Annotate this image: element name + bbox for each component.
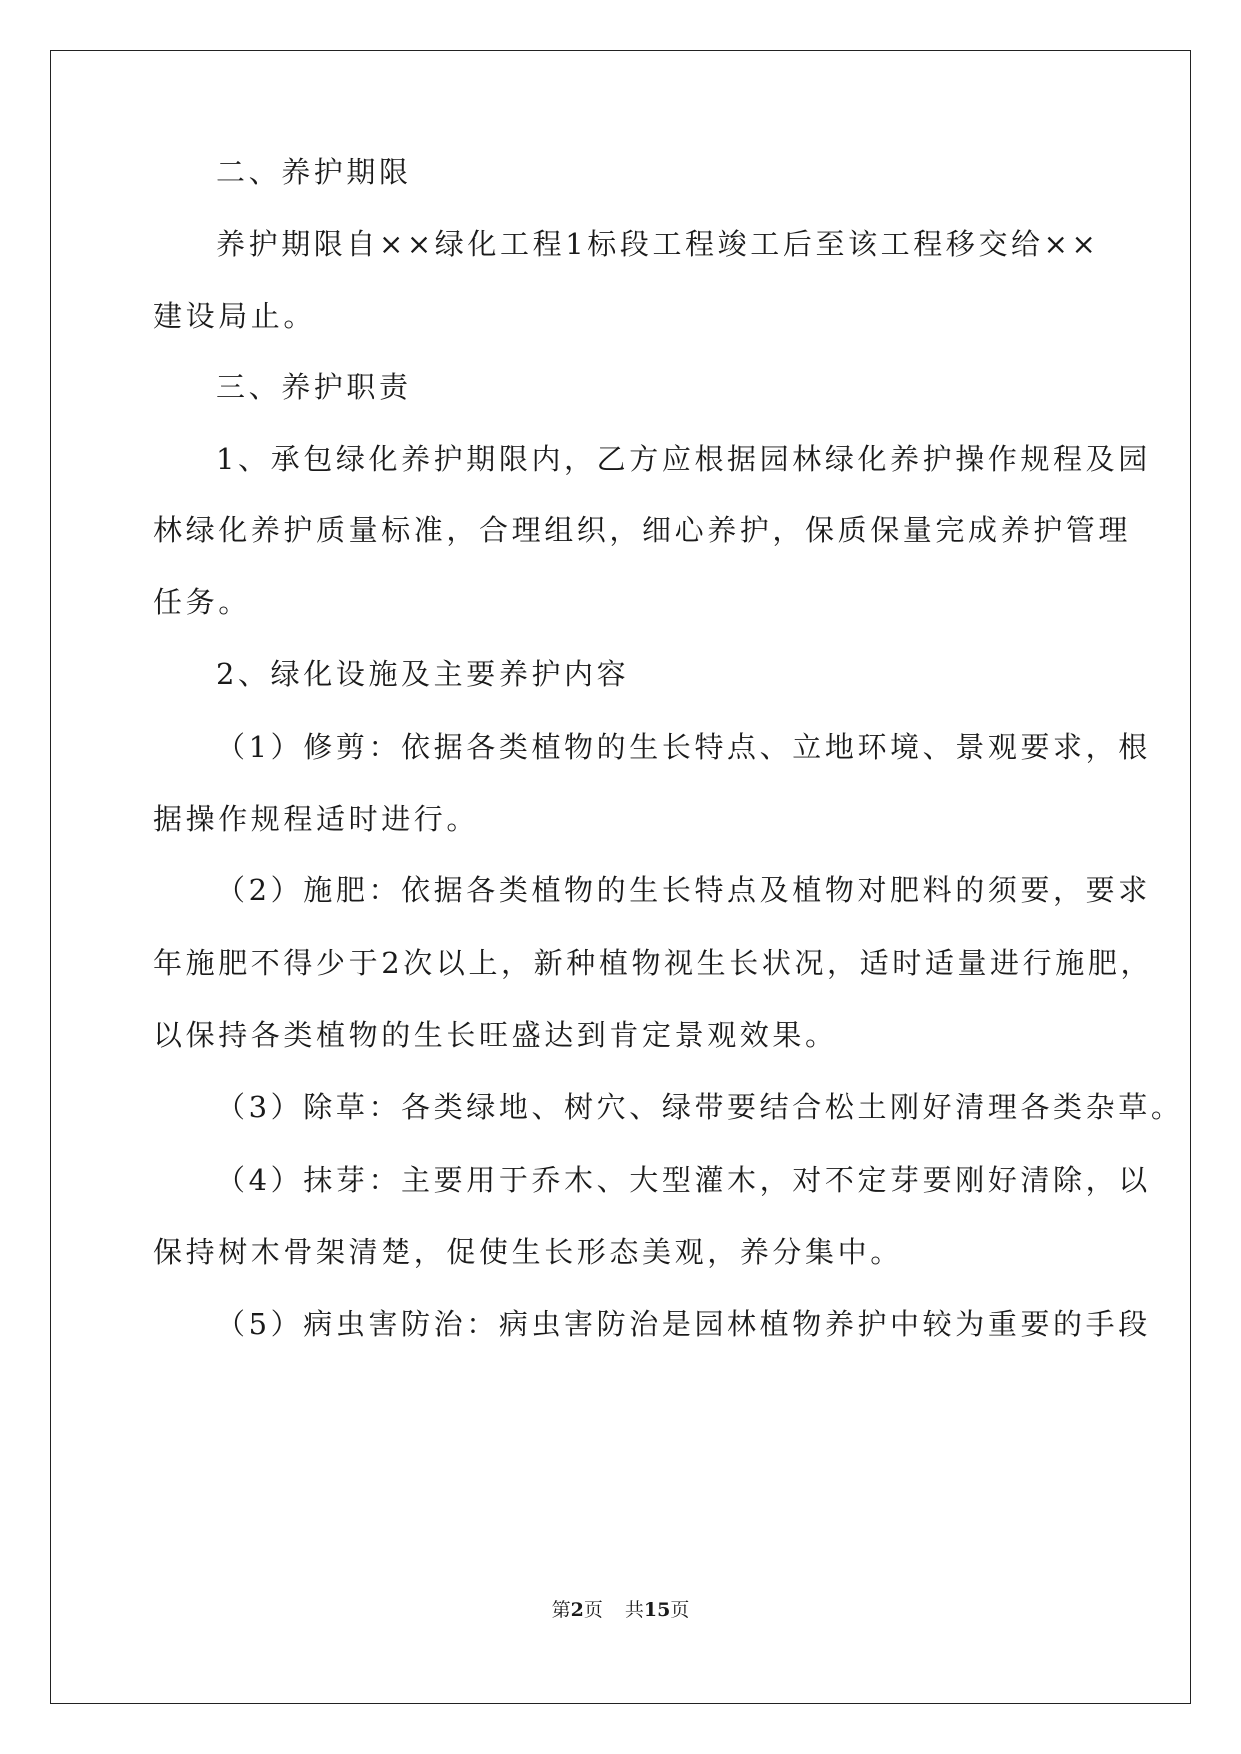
section-heading: 二、养护期限: [216, 155, 412, 189]
paragraph-line: 养护期限自××绿化工程1标段工程竣工后至该工程移交给××: [216, 227, 1100, 261]
paragraph-line: 以保持各类植物的生长旺盛达到肯定景观效果。: [153, 1018, 838, 1052]
subsection-heading: 2、绿化设施及主要养护内容: [216, 657, 630, 691]
paragraph-line: （4）抹芽：主要用于乔木、大型灌木，对不定芽要刚好清除，以: [216, 1163, 1151, 1197]
footer-total-prefix: 共: [624, 1599, 644, 1621]
paragraph-line: （1）修剪：依据各类植物的生长特点、立地环境、景观要求，根: [216, 730, 1151, 764]
footer-total-pages: 15: [643, 1599, 671, 1621]
paragraph-line: （5）病虫害防治：病虫害防治是园林植物养护中较为重要的手段: [216, 1307, 1151, 1341]
paragraph-line: 建设局止。: [153, 299, 317, 333]
paragraph-line: 任务。: [153, 585, 251, 619]
paragraph-line: （2）施肥：依据各类植物的生长特点及植物对肥料的须要，要求: [216, 873, 1151, 907]
paragraph-line: 年施肥不得少于2次以上，新种植物视生长状况，适时适量进行施肥，: [153, 946, 1154, 980]
section-heading: 三、养护职责: [216, 370, 412, 404]
paragraph-line: 1、承包绿化养护期限内，乙方应根据园林绿化养护操作规程及园: [216, 442, 1151, 476]
paragraph-line: 据操作规程适时进行。: [153, 802, 480, 836]
footer-page-suffix: 页: [583, 1599, 603, 1621]
paragraph-line: 保持树木骨架清楚，促使生长形态美观，养分集中。: [153, 1235, 903, 1269]
paragraph-line: 林绿化养护质量标准，合理组织，细心养护，保质保量完成养护管理: [153, 513, 1132, 547]
page-footer: [0, 1598, 1241, 1622]
footer-page-number: 2: [570, 1599, 584, 1621]
footer-page-prefix: 第: [551, 1599, 571, 1621]
paragraph-line: （3）除草：各类绿地、树穴、绿带要结合松土刚好清理各类杂草。: [216, 1090, 1184, 1124]
footer-total-suffix: 页: [670, 1599, 690, 1621]
